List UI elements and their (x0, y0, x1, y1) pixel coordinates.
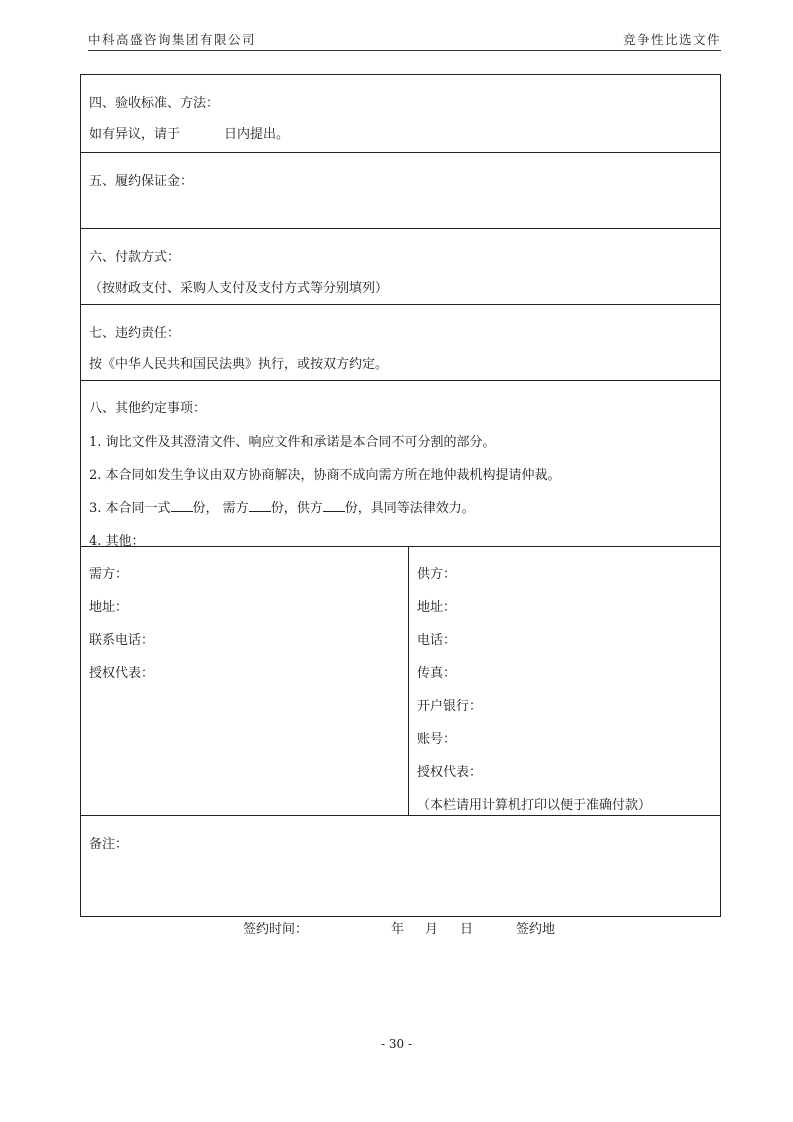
document-type: 竞争性比选文件 (622, 32, 721, 47)
other-terms-title: 八、其他约定事项： (89, 401, 207, 416)
term3-part-c: 份，供方 (270, 501, 323, 516)
signing-time-label: 签约时间： (243, 922, 309, 937)
objection-prefix: 如有异议，请于 (89, 127, 181, 142)
supplier-print-note: （本栏请用计算机打印以便于准确付款） (417, 798, 652, 813)
payment-title: 六、付款方式： (89, 250, 181, 265)
buyer-label: 需方： (89, 567, 129, 582)
objection-line (89, 123, 289, 142)
copies-supplier-blank (323, 499, 345, 512)
signing-line (80, 918, 721, 938)
page-number: - 30 - (380, 1037, 412, 1051)
supplier-label: 供方： (417, 567, 457, 582)
supplier-account: 账号： (417, 732, 457, 747)
page-header (88, 30, 721, 51)
liability-section (81, 305, 720, 381)
other-term-3 (89, 497, 475, 516)
signing-year: 年 (391, 922, 405, 937)
bond-title: 五、履约保证金： (89, 174, 194, 189)
supplier-fax: 传真： (417, 666, 457, 681)
acceptance-title: 四、验收标准、方法： (89, 96, 220, 111)
other-term-2: 2. 本合同如发生争议由双方协商解决，协商不成向需方所在地仲裁机构提请仲裁。 (89, 468, 561, 483)
payment-section (81, 229, 720, 305)
acceptance-section (81, 75, 720, 153)
supplier-bank: 开户银行： (417, 699, 483, 714)
signing-month: 月 (425, 922, 439, 937)
signing-place-label: 签约地 (516, 922, 556, 937)
company-name: 中科高盛咨询集团有限公司 (88, 32, 257, 47)
buyer-phone: 联系电话： (89, 633, 155, 648)
copies-buyer-blank (249, 499, 271, 512)
other-term-1: 1. 询比文件及其澄清文件、响应文件和承诺是本合同不可分割的部分。 (89, 435, 496, 450)
supplier-phone: 电话： (417, 633, 457, 648)
copies-total-blank (171, 499, 193, 512)
objection-suffix: 日内提出。 (224, 127, 290, 142)
liability-title: 七、违约责任： (89, 326, 181, 341)
term3-part-a: 3. 本合同一式 (89, 501, 171, 516)
signing-day: 日 (460, 922, 474, 937)
contract-table (80, 74, 721, 917)
signature-block (81, 547, 720, 816)
bond-section (81, 153, 720, 229)
buyer-representative: 授权代表： (89, 666, 155, 681)
other-term-4: 4. 其他： (89, 534, 145, 549)
payment-note: （按财政支付、采购人支付及支付方式等分别填列） (89, 281, 389, 296)
remarks-label: 备注： (89, 837, 129, 852)
supplier-column (409, 547, 720, 815)
other-terms-section (81, 381, 720, 547)
term3-part-d: 份，具同等法律效力。 (344, 501, 475, 516)
remarks-section (81, 816, 720, 916)
term3-part-b: 份， 需方 (192, 501, 249, 516)
supplier-address: 地址： (417, 600, 457, 615)
buyer-address: 地址： (89, 600, 129, 615)
buyer-column (81, 547, 408, 815)
supplier-representative: 授权代表： (417, 765, 483, 780)
liability-text: 按《中华人民共和国民法典》执行，或按双方约定。 (89, 357, 389, 372)
